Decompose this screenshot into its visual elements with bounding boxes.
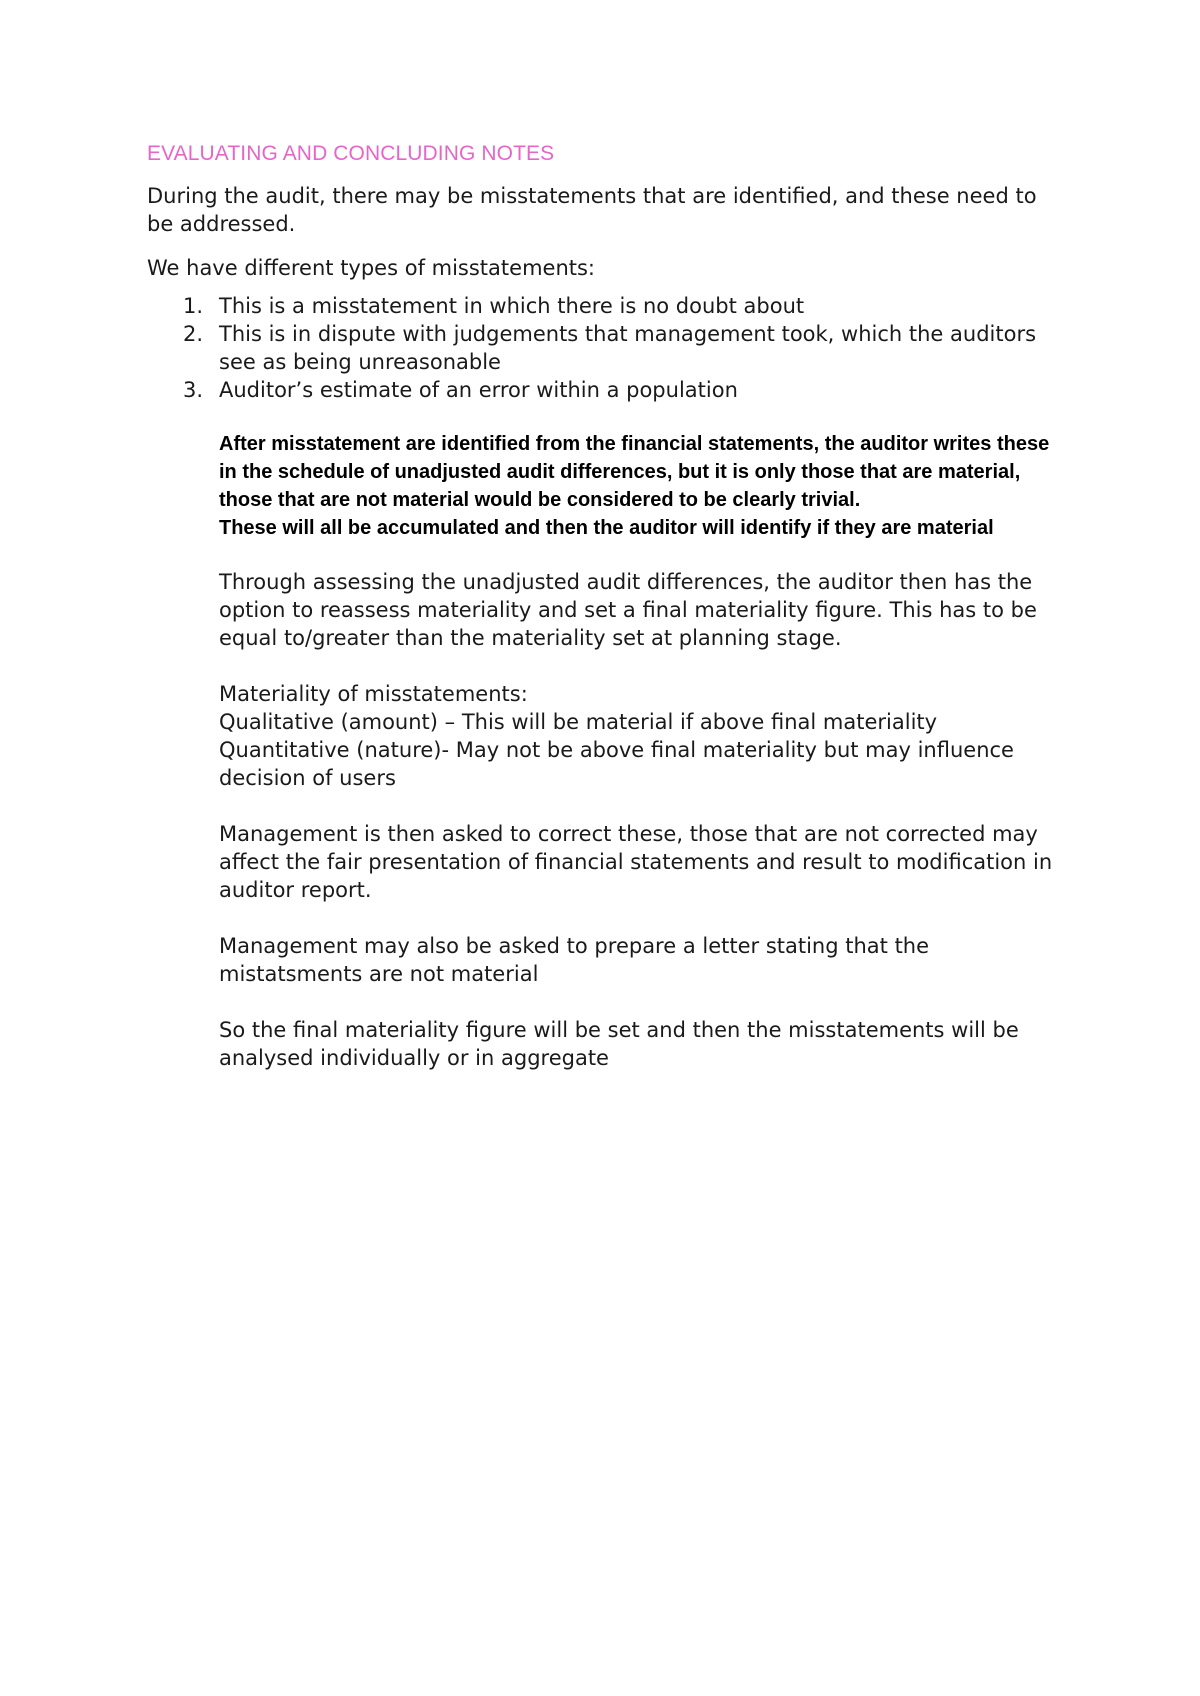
reassess-text: Through assessing the unadjusted audit differences, the auditor then has the option to reassess materiality and set a final materiality figure. This has to be equal to/greater than the materiality set at planning stage. [219, 570, 1037, 650]
intro-paragraph: During the audit, there may be misstatements that are identified, and these need to be addressed. [147, 184, 1037, 236]
management-letter-text: Management may also be asked to prepare a letter stating that the mistatsments are not material [219, 934, 930, 986]
final-text: So the final materiality figure will be set and then the misstatements will be analysed individually or in aggregate [219, 1018, 1019, 1070]
bold-note-paragraph: After misstatement are identified from the financial statements, the auditor writes these in the schedule of unadjusted audit differences, but it is only those that are material, those that are not material would be considered to be clearly trivial. [219, 433, 1050, 511]
management-correct-paragraph [219, 820, 1059, 904]
list-number: 1. [183, 294, 204, 318]
qualitative-line: Qualitative (amount) – This will be material if above final materiality [219, 710, 938, 734]
bold-note [219, 430, 1059, 542]
list-item-text: This is a misstatement in which there is no doubt about [219, 294, 805, 318]
materiality-section [219, 680, 1059, 792]
list-number: 3. [183, 378, 204, 402]
list-item-text: Auditor’s estimate of an error within a population [219, 378, 738, 402]
list-item-text: This is in dispute with judgements that management took, which the auditors see as being unreasonable [219, 322, 1037, 374]
list-item [147, 320, 1047, 376]
list-item [147, 376, 1047, 404]
management-correct-text: Management is then asked to correct these, those that are not corrected may affect the fair presentation of financial statements and result to modification in auditor report. [219, 822, 1053, 902]
document-heading: EVALUATING AND CONCLUDING NOTES [147, 142, 555, 165]
list-item [147, 292, 1047, 320]
bold-note-paragraph: These will all be accumulated and then the auditor will identify if they are material [219, 517, 994, 539]
final-paragraph [219, 1016, 1059, 1072]
materiality-title: Materiality of misstatements: [219, 682, 528, 706]
types-intro: We have different types of misstatements: [147, 256, 596, 280]
misstatement-types-list [147, 292, 1047, 404]
management-letter-paragraph [219, 932, 1059, 988]
reassess-paragraph [219, 568, 1059, 652]
quantitative-line: Quantitative (nature)- May not be above final materiality but may influence decision of users [219, 738, 1014, 790]
list-number: 2. [183, 322, 204, 346]
document-body [147, 140, 1053, 1100]
